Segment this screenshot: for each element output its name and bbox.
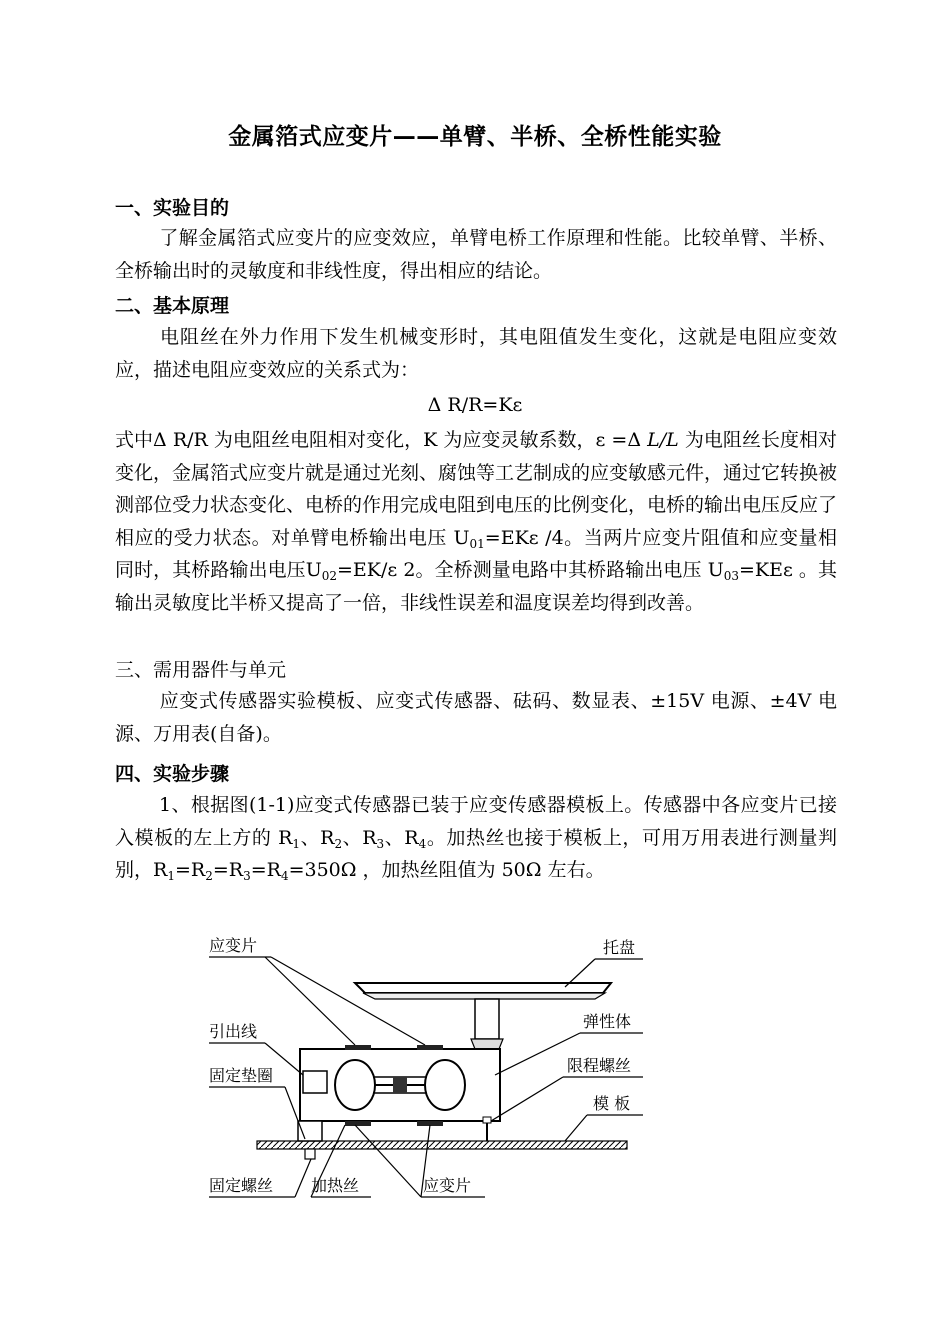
- section-heading-purpose: 一、实验目的: [115, 197, 230, 219]
- steps-sep: 、R: [300, 826, 335, 849]
- steps-eq: =R: [212, 859, 244, 881]
- purpose-text: 了解金属箔式应变片的应变效应，单臂电桥工作原理和性能。比较单臂、半桥、全桥输出时的灵敏度和非线性度，得出相应的结论。: [115, 227, 837, 282]
- label-strain-gauge-top: 应变片: [209, 936, 258, 955]
- fixing-screw: [305, 1149, 315, 1159]
- steps-sep: 、R: [342, 826, 377, 849]
- subscript-03: 03: [723, 569, 739, 583]
- steps-sep: 、R: [384, 826, 419, 849]
- subscript-02: 02: [321, 569, 338, 583]
- strain-formula: Δ R/R=Kε: [427, 394, 523, 416]
- label-heater-wire: 加热丝: [311, 1176, 360, 1195]
- subscript-r3: 3: [376, 836, 385, 851]
- principle-text-d: =EK/ε 2。全桥测量电路中其桥路输出电压 U: [337, 559, 724, 581]
- page-title: 金属箔式应变片——单臂、半桥、全桥性能实验: [228, 124, 722, 150]
- section-heading-principle: 二、基本原理: [115, 295, 230, 317]
- steps-text-3: =350Ω ，加热丝阻值为 50Ω 左右。: [288, 859, 605, 881]
- lead-terminal: [303, 1071, 327, 1093]
- tray: [355, 983, 611, 993]
- purpose-paragraph: [115, 222, 837, 287]
- label-fixing-pad: 固定垫圈: [209, 1066, 274, 1085]
- principle-text-1: 电阻丝在外力作用下发生机械变形时，其电阻值发生变化，这就是电阻应变效应，描述电阻应变效应的关系式为：: [115, 326, 837, 381]
- length-symbol: L: [666, 429, 679, 451]
- subscript-r1: 1: [292, 836, 301, 851]
- tray-mount: [471, 1039, 503, 1049]
- subscript-r4: 4: [280, 869, 289, 883]
- equipment-paragraph: [115, 685, 837, 750]
- principle-paragraph-1: [115, 321, 837, 386]
- steps-text-2: 。加热丝也接于模板上，可用万用表进行测量判别，R: [115, 826, 838, 881]
- steps-eq: =R: [250, 859, 281, 881]
- label-strain-gauge-bottom: 应变片: [423, 1176, 472, 1195]
- steps-text-1: 1、根据图(1-1)应变式传感器已装于应变传感器模板上。传感器中各应变片已接入模板的左上方的 R: [115, 794, 837, 849]
- tray-rim: [363, 993, 605, 999]
- length-symbol: L: [647, 429, 660, 451]
- label-template-board: 模 板: [593, 1094, 631, 1113]
- label-fixing-screw: 固定螺丝: [209, 1176, 274, 1195]
- strain-sensor-figure: [195, 925, 665, 1205]
- equipment-text: 应变式传感器实验模板、应变式传感器、砝码、数显表、±15V 电源、±4V 电源、万用表(自备)。: [115, 690, 837, 745]
- principle-text-a: 式中Δ R/R 为电阻丝电阻相对变化，K 为应变灵敏系数，ε =Δ: [115, 429, 648, 451]
- tray-stem: [475, 999, 499, 1039]
- subscript-r1: 1: [167, 869, 175, 883]
- subscript-01: 01: [469, 536, 485, 551]
- principle-text-e: =KEε 。其输出灵敏度比半桥又提高了一倍，非线性误差和温度误差均得到改善。: [115, 559, 837, 614]
- principle-text-c: =EKε /4。当两片应变片阻值和应变量相同时，其桥路输出电压U: [115, 526, 838, 581]
- subscript-r4: 4: [418, 836, 427, 851]
- principle-paragraph-2: [115, 424, 837, 619]
- label-elastic-body: 弹性体: [583, 1012, 632, 1031]
- label-limit-screw: 限程螺丝: [567, 1056, 632, 1075]
- label-tray: 托盘: [603, 938, 636, 957]
- strain-gauge-top-left: [345, 1045, 371, 1050]
- steps-paragraph: [115, 789, 837, 887]
- strain-gauge-bottom-left: [345, 1121, 371, 1126]
- sensor-diagram: [195, 925, 665, 1205]
- slash-symbol: /: [659, 429, 667, 451]
- subscript-r2: 2: [334, 836, 343, 851]
- label-lead-wire: 引出线: [209, 1022, 258, 1041]
- principle-text-b: 为电阻丝长度相对变化，金属箔式应变片就是通过光刻、腐蚀等工艺制成的应变敏感元件，通过它转换被测部位受力状态变化、电桥的作用完成电阻到电压的比例变化，电桥的输出电压反应了相应的受力状态。对单臂电桥输出电压 U: [115, 429, 838, 549]
- template-board: [257, 1141, 627, 1149]
- strain-gauge-top-right: [417, 1045, 443, 1050]
- section-heading-steps: 四、实验步骤: [115, 763, 230, 785]
- steps-eq: =R: [174, 859, 206, 881]
- subscript-r3: 3: [243, 869, 251, 883]
- section-heading-equipment: 三、需用器件与单元: [115, 659, 287, 681]
- subscript-r2: 2: [205, 869, 213, 883]
